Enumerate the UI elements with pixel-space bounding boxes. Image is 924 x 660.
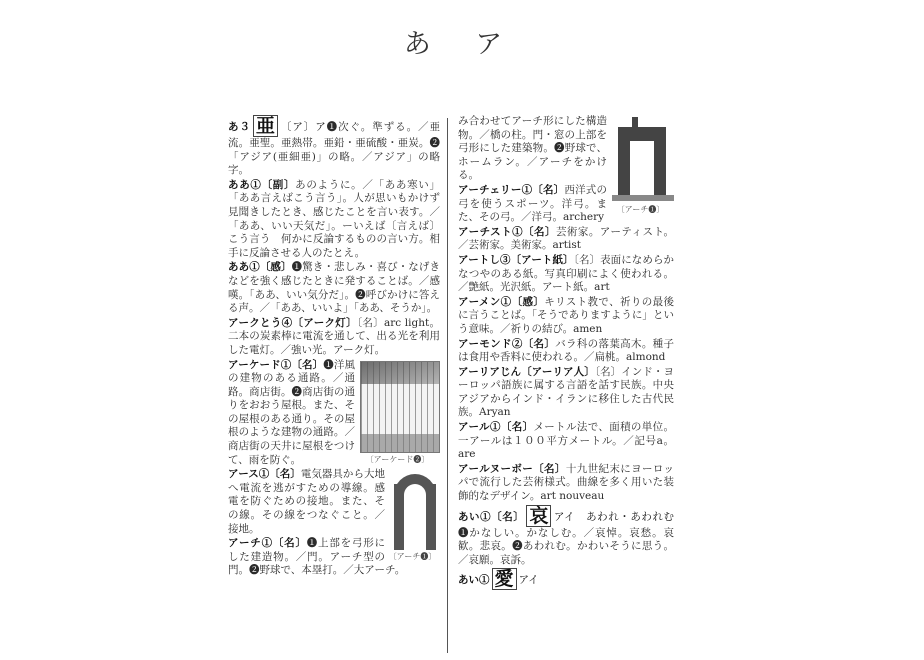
entry-definition: み合わせてアーチ形にした構造物。／橋の柱。門・窓の上部を弓形にした建築物。❷野球で、ホームラン。／アーチをかける。 <box>458 115 607 182</box>
entry-reading: アイ あわれ・あわれむ <box>553 510 674 523</box>
entry-definition: あのように。／「ああ寒い」「ああ言えばこう言う」。人が思いもかけず見聞きしたとき、感じたことを言い表す。／「ああ、いい天気だ」。ーいえば〔言えば〕こう言う 何かに反論するものの言い方。相手に反論させる人のたとえ。 <box>228 178 440 259</box>
entry-headword: アーチェリー①〔名〕 <box>458 183 565 196</box>
entry-reading: アイ <box>518 574 539 587</box>
entry-definition: ❶次ぐ。準ずる。／亜流。亜聖。亜熱帯。亜鉛・亜硫酸・亜炭。❷「アジア(亜細亜)」の略。／アジア」の略字。 <box>228 121 440 177</box>
arch2-drawing <box>612 117 674 203</box>
illustration-arcade <box>355 359 440 465</box>
dictionary-entry <box>458 463 674 504</box>
entry-headword: アース①〔名〕 <box>228 468 301 481</box>
dictionary-entry <box>228 261 440 315</box>
entry-headword: あい①〔名〕 <box>458 510 525 523</box>
entry-definition: 芸術家。アーティスト。／芸術家。美術家。artist <box>458 225 674 252</box>
entry-headword: アートし③〔アート紙〕 <box>458 253 574 266</box>
entry-kanji: 愛 <box>492 568 517 590</box>
page-header: あ ア <box>403 29 521 60</box>
entry-definition: 〔名〕表面になめらかなつやのある紙。写真印刷によく使われる。／艶紙。光沢紙。アート紙。art <box>458 253 674 294</box>
dictionary-entry <box>458 505 674 568</box>
entry-headword: アールヌーボー〔名〕 <box>458 462 566 475</box>
right-column <box>458 115 674 655</box>
figure-caption: 〔アーチ❶〕 <box>616 205 665 214</box>
entry-headword: あい① <box>458 574 490 587</box>
entry-kanji: 亜 <box>253 115 278 137</box>
entry-definition: 電気器具から大地へ電流を逃がすための導線。感電を防ぐための接地。また、その線。その線をつなぐこと。／接地。 <box>228 468 385 535</box>
entry-definition: ❶上部を弓形にした建造物。／門。アーチ型の門。❷野球で、本塁打。／大アーチ。 <box>228 537 406 577</box>
dictionary-entry <box>228 115 440 178</box>
dictionary-entry <box>458 568 674 590</box>
entry-definition: メートル法で、面積の単位。一アールは１００平方メートル。／記号a。are <box>458 421 674 461</box>
figure-caption: 〔アーケード❷〕 <box>365 454 430 464</box>
entry-headword: アークとう④〔アーク灯〕 <box>228 316 357 329</box>
entry-headword: アーケード①〔名〕 <box>228 358 324 371</box>
entry-kanji: 哀 <box>526 505 551 527</box>
left-column <box>228 115 440 655</box>
dictionary-entry <box>228 317 440 358</box>
illustration-arch2 <box>607 115 674 215</box>
dictionary-entry <box>458 254 674 295</box>
arch-drawing <box>390 470 440 550</box>
column-divider <box>447 118 448 653</box>
entry-definition: バラ科の落葉高木。種子は食用や香料に使われる。／扁桃。almond <box>458 337 674 364</box>
illustration-arch <box>385 468 440 562</box>
dictionary-entry <box>458 296 674 337</box>
entry-definition: ❶洋風の建物のある通路。／通路。商店街。❷商店街の通りをおおう屋根。また、その屋根のある通り。その屋根のような建物の通路。／商店街の天井に屋根をつけて、雨を防ぐ。 <box>228 358 356 466</box>
figure-caption: 〔アーチ❶〕 <box>388 552 437 562</box>
entry-definition: キリスト教で、祈りの最後に言うことば。「そうでありますように」という意味。／祈りの結び。amen <box>458 295 674 335</box>
entry-definition: 西洋式の弓を使うスポーツ。洋弓。また、その弓。／洋弓。archery <box>458 183 607 224</box>
entry-headword: アーモンド②〔名〕 <box>458 337 556 350</box>
entry-definition: ❶驚き・悲しみ・喜び・なげきなどを強く感じたときに発することば。／感嘆。「ああ、いい気分だ」。❷呼びかけに答える声。／「ああ、いいよ」「ああ、そうか」。 <box>228 261 440 315</box>
entry-headword: ああ①〔感〕 <box>228 261 292 274</box>
entry-headword: アール①〔名〕 <box>458 421 534 434</box>
entry-definition: 〔名〕インド・ヨーロッパ語族に属する言語を話す民族。中央アジアからインド・イランに移住した古代民族。Aryan <box>458 365 674 419</box>
dictionary-entry <box>458 226 674 253</box>
entry-headword: アーメン①〔感〕 <box>458 295 545 308</box>
dictionary-entry <box>228 179 440 261</box>
entry-reading: 〔ア〕ア <box>279 121 327 133</box>
entry-headword: アーチ①〔名〕 <box>228 537 307 550</box>
dictionary-entry <box>228 359 440 468</box>
entry-headword: あ３ <box>228 121 251 133</box>
dictionary-entry <box>458 421 674 462</box>
entry-definition: 〔名〕arc light。二本の炭素棒に電流を通して、出る光を利用した電灯。／強い光。アーク灯。 <box>228 316 440 356</box>
entry-headword: アーリアじん〔アーリア人〕 <box>458 365 595 378</box>
arcade-drawing <box>360 361 440 453</box>
dictionary-entry <box>458 366 674 420</box>
entry-definition: 十九世紀末にヨーロッパで流行した芸術様式。曲線を多く用いた装飾的なデザイン。art nouveau <box>458 462 674 503</box>
entry-headword: ああ①〔副〕 <box>228 178 296 191</box>
dictionary-entry <box>458 338 674 365</box>
entry-definition: ❶かなしい。かなしむ。／哀悼。哀愁。哀歓。悲哀。❷あわれむ。かわいそうに思う。／哀願。哀訴。 <box>458 526 674 566</box>
entry-headword: アーチスト①〔名〕 <box>458 225 556 238</box>
